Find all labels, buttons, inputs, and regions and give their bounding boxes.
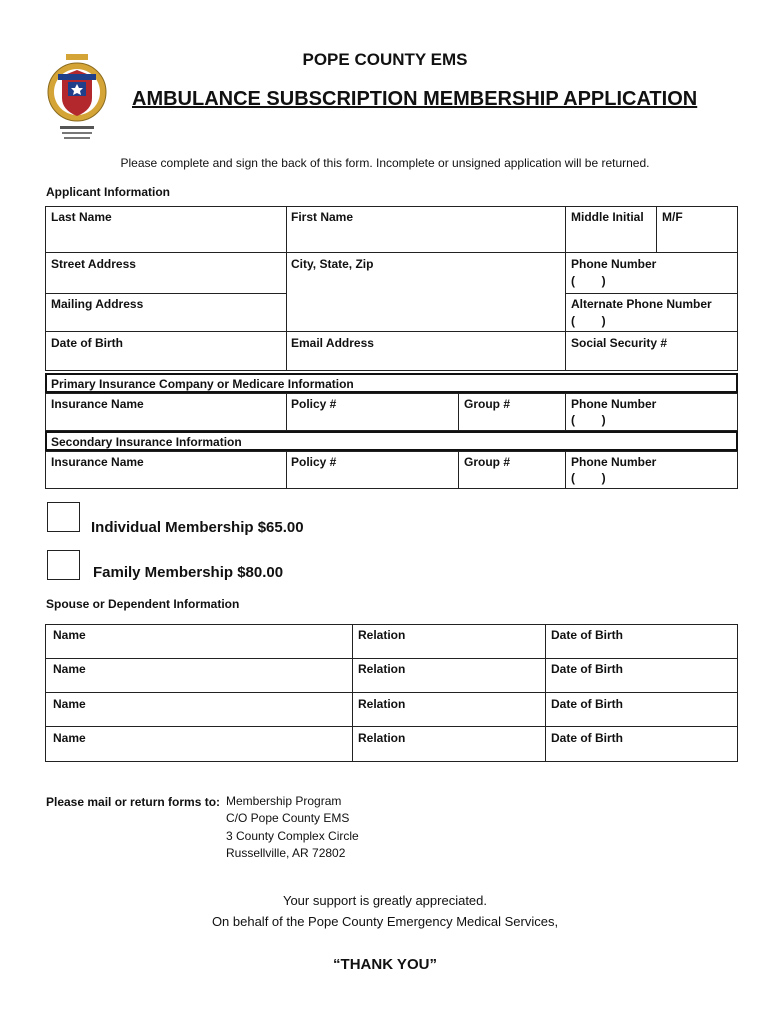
secondary-group[interactable]: Group #: [464, 455, 511, 469]
org-name: POPE COUNTY EMS: [302, 50, 468, 69]
footer-line-2: On behalf of the Pope County Emergency Medical Services,: [211, 914, 559, 929]
secondary-phone[interactable]: Phone Number: [571, 455, 657, 469]
dependent-1-relation[interactable]: Relation: [358, 628, 406, 642]
mail-address-line-3: 3 County Complex Circle: [226, 829, 359, 843]
mail-address-line-4: Russellville, AR 72802: [226, 846, 346, 860]
email-field[interactable]: Email Address: [291, 336, 374, 350]
mail-to-label: Please mail or return forms to:: [46, 795, 221, 809]
dependent-2-dob[interactable]: Date of Birth: [551, 662, 623, 676]
alt-phone-area-code: ( ): [571, 314, 606, 328]
dependent-3-dob[interactable]: Date of Birth: [551, 697, 623, 711]
primary-insurance-name[interactable]: Insurance Name: [51, 397, 144, 411]
alt-phone-field[interactable]: Alternate Phone Number: [571, 297, 712, 311]
dependent-2-name[interactable]: Name: [53, 662, 86, 676]
dependent-2-relation[interactable]: Relation: [358, 662, 406, 676]
family-membership-label: Family Membership $80.00: [93, 564, 284, 581]
dependent-4-name[interactable]: Name: [53, 731, 86, 745]
secondary-phone-area-code: ( ): [571, 471, 606, 485]
phone-area-code: ( ): [571, 274, 606, 288]
secondary-insurance-label: Secondary Insurance Information: [51, 435, 242, 449]
city-state-zip-field[interactable]: City, State, Zip: [291, 257, 374, 271]
first-name-field[interactable]: First Name: [291, 210, 354, 224]
last-name-field[interactable]: Last Name: [51, 210, 112, 224]
mailing-address-field[interactable]: Mailing Address: [51, 297, 144, 311]
instructions: Please complete and sign the back of this form. Incomplete or unsigned application will be returned.: [120, 156, 650, 170]
secondary-policy[interactable]: Policy #: [291, 455, 337, 469]
dependent-3-relation[interactable]: Relation: [358, 697, 406, 711]
dependent-4-relation[interactable]: Relation: [358, 731, 406, 745]
dependent-1-name[interactable]: Name: [53, 628, 86, 642]
individual-membership-checkbox[interactable]: [47, 502, 80, 532]
mail-address-line-1: Membership Program: [226, 794, 342, 808]
dependent-3-name[interactable]: Name: [53, 697, 86, 711]
family-membership-checkbox[interactable]: [47, 550, 80, 580]
primary-phone-area-code: ( ): [571, 413, 606, 427]
middle-initial-field[interactable]: Middle Initial: [571, 210, 644, 224]
ssn-field[interactable]: Social Security #: [571, 336, 668, 350]
secondary-insurance-name[interactable]: Insurance Name: [51, 455, 144, 469]
primary-policy[interactable]: Policy #: [291, 397, 337, 411]
sex-field[interactable]: M/F: [662, 210, 683, 224]
dependent-4-dob[interactable]: Date of Birth: [551, 731, 623, 745]
footer-line-1: Your support is greatly appreciated.: [282, 893, 488, 908]
form-title: AMBULANCE SUBSCRIPTION MEMBERSHIP APPLICATION: [132, 88, 698, 110]
primary-group[interactable]: Group #: [464, 397, 511, 411]
individual-membership-label: Individual Membership $65.00: [91, 519, 304, 536]
dependents-section-label: Spouse or Dependent Information: [46, 597, 240, 611]
mail-address-line-2: C/O Pope County EMS: [226, 811, 350, 825]
street-address-field[interactable]: Street Address: [51, 257, 136, 271]
phone-number-field[interactable]: Phone Number: [571, 257, 657, 271]
applicant-section-label: Applicant Information: [46, 185, 170, 199]
primary-phone[interactable]: Phone Number: [571, 397, 657, 411]
primary-insurance-label: Primary Insurance Company or Medicare Information: [51, 377, 354, 391]
thank-you: “THANK YOU”: [333, 956, 437, 973]
dob-field[interactable]: Date of Birth: [51, 336, 123, 350]
dependent-1-dob[interactable]: Date of Birth: [551, 628, 623, 642]
